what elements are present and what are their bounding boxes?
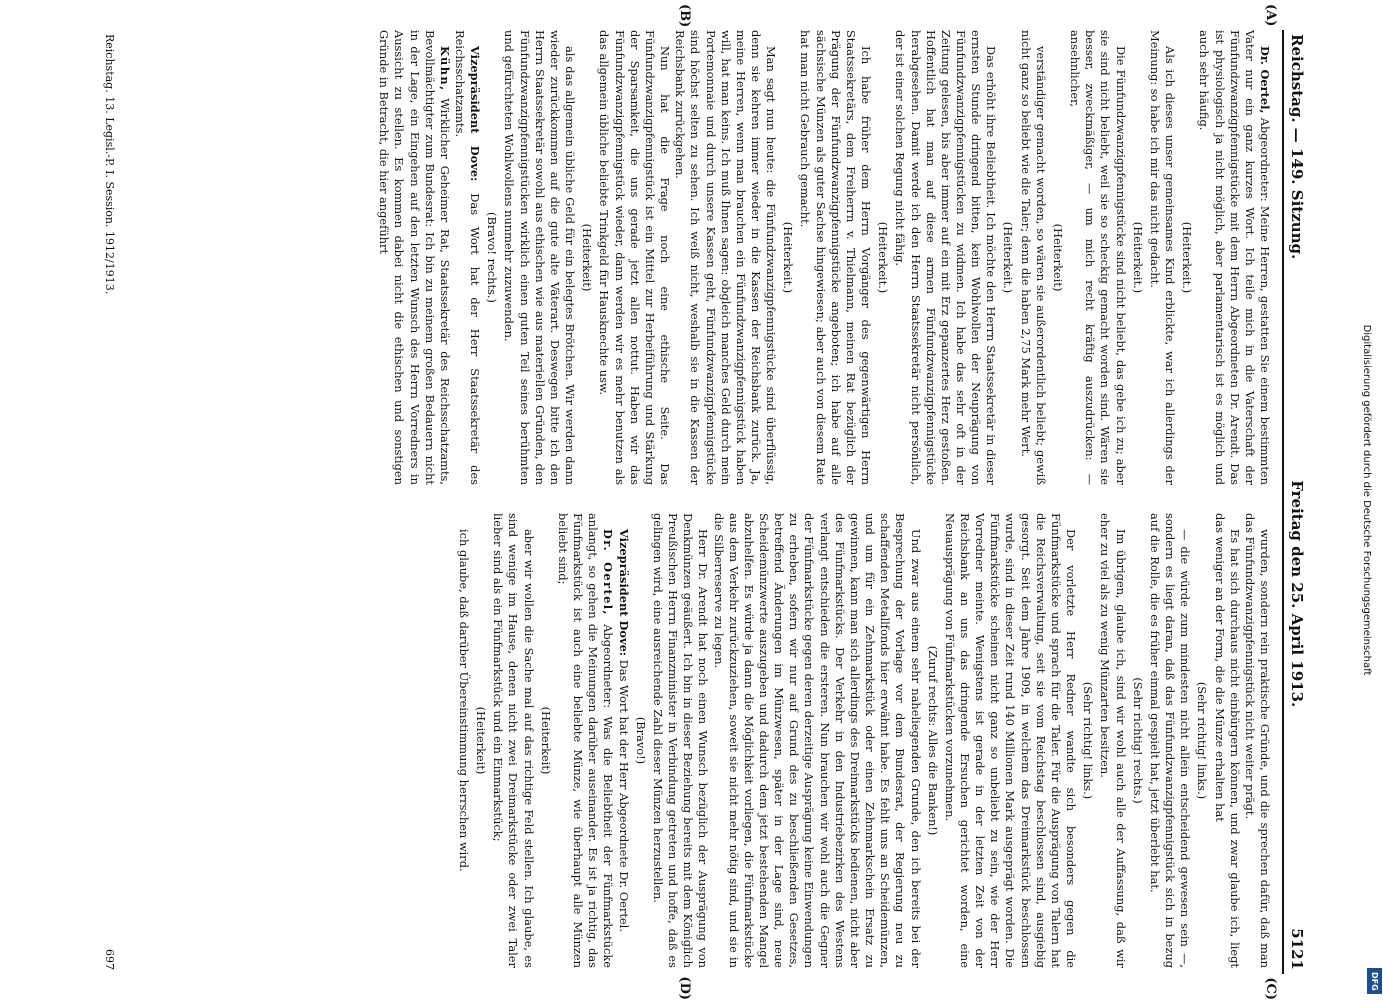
speaker-name: Dr. Oertel,	[601, 529, 616, 616]
marker-a: (A)	[1263, 4, 1278, 27]
paragraph: Man sagt nun heute: die Fünfundzwanzigpfennigstücke sind überflüssig, denn sie kehren immer wieder in die Kassen der Reichsbank zurück. Ja, meine Herren, wenn man brauchen ein Fünfundzwanzigpfennigstück haben will, hat man keins. Ich muß Ihnen sagen: obgleich manches Geld durch mein Portemonnaie und durch unsere Kassen geht, Fünfundzwanzigpfennigstücke sind höchst selten zu sehen. Ich weiß nicht, weshalb sie in die Kassen der Reichsbank zurückgehen.	[673, 30, 779, 485]
interjection: (Heiterkeit)	[1050, 223, 1065, 292]
dfg-logo: DFG	[1367, 968, 1382, 994]
digitization-credit: Digitalisierung gefördert durch die Deutsche Forschungsgemeinschaft	[1361, 324, 1372, 676]
interjection: (Heiterkeit.)	[781, 221, 796, 294]
page-header	[1282, 30, 1306, 974]
paragraph: Herr Dr. Arendt hat noch einen Wunsch bezüglich der Ausprägung von Denkmünzen geäußert. Ich bin in dieser Beziehung bereits mit dem Königlich Preußischen Herrn Finanzminister in Verbindung getreten und hoffe, daß es gelingen wird, eine ausreichende Zahl dieser Münzen herzustellen.	[650, 513, 711, 968]
paragraph: ich glaube, daß darüber Übereinstimmung herrschen wird.	[457, 529, 472, 872]
paragraph: Der vorletzte Herr Redner wandte sich besonders gegen die Fünfmarkstücke und sprach für die Taler. Für die Ausprägung von Talern hat die Reichsverwaltung, seit sie vom Reichstag beschlossen sind, ausgiebig gesorgt. Seit dem Jahre 1909, in welchem das Dreimarkstück beschlossen wurde, sind in dieser Zeit rund 140 Millionen Mark ausgeprägt worden. Die Fünfmarkstücke scheinen nicht ganz so unbeliebt zu sein, wie der Herr Vorredner meinte. Wenigstens ist gerade in der letzten Zeit von der Reichsbank an uns das dringende Ersuchen gerichtet worden, eine Neuausprägung von Fünfmarkstücken vorzunehmen.	[942, 513, 1079, 968]
interjection: (Heiterkeit.)	[1180, 221, 1195, 294]
paragraph: Im übrigen, glaube ich, sind wir wohl auch alle der Auffassung, daß wir eher zu viel als zu wenig Münzarten besitzen.	[1098, 513, 1128, 968]
header-left: Reichstag. — 149. Sitzung.	[1288, 34, 1306, 260]
interjection: (Sehr richtig! links.)	[1195, 681, 1210, 800]
interjection: (Sehr richtig! links.)	[1081, 681, 1096, 800]
speaker-name: Dr. Oertel,	[1258, 46, 1272, 114]
speech-text: Abgeordneter: Meine Herren, gestatten Sie einem bestimmten Vater nur ein ganz kurzes Wort. Ich teile mich in die Vaterschaft der Fünfundzwanzigpfennigstücke mit dem Herrn Abgeordneten Dr. Arendt. Das ist physiologisch ja nicht möglich, aber parlamentarisch ist es möglich und auch sehr häufig.	[1197, 30, 1272, 485]
interjection: (Heiterkeit.)	[876, 221, 891, 294]
right-column	[122, 513, 1272, 968]
speech-text: Das Wort hat der Herr Staatssekretär des Reichsschatzamts.	[453, 30, 483, 485]
interjection: (Heiterkeit.)	[1130, 221, 1145, 294]
interjection: (Heiterkeit)	[538, 706, 553, 775]
paragraph	[615, 513, 630, 968]
paragraph: Und zwar aus einem sehr naheliegenden Grunde, den ich bereits bei der Besprechung der Vorlage vor dem Bundesrat, der Regierung neu zu schaffenden Metallfonds hier erwähnt habe. Es fehlt uns an Scheidemünzen, und um für ein Zehnmarkstück oder einen Zehnmarkschein Ersatz zu gewinnen, kann man sich allerdings des Dreimarkstücks bedienen, nicht aber des Fünfmarkstücks. Der Verkehr in den Industriebezirken des Westens verlangt entschieden die ersteren. Nun brauchen wir wohl auch die Gegner der Fünfmarkstücke gegen deren derzeitige Ausprägung keine Einwendungen zu erheben, sofern wir nur auf Grund des zu beschließenden Gesetzes, betreffend Änderungen im Münzwesen, später in der Lage sind, neue Scheidemünzwerte auszugeben und dadurch dem jetzt bestehenden Mangel abzuhelfen. Es würde ja dann die Möglichkeit vorliegen, die Fünfmarkstücke aus dem Verkehr zurückzuziehen, soweit sie nicht mehr nötig sind, und sie in die Silberreserve zu legen.	[711, 513, 923, 968]
footer-source: Reichstag. 13. Legisl.-P. I. Session. 1912/1913.	[103, 34, 116, 295]
marker-d: (D)	[677, 976, 692, 1000]
left-column	[122, 30, 1272, 485]
page-footer	[103, 30, 122, 974]
paragraph: Die Fünfundzwanzigpfennigstücke sind nicht beliebt, das gebe ich zu; aber sie sind nicht beliebt, weil sie so scheckig gemacht worden sind. Wären sie besser, zweckmäßiger, — um mich recht kräftig auszudrücken: — ansehnlicher,	[1068, 30, 1128, 485]
marker-c: (C)	[1263, 977, 1278, 1000]
paragraph: Es hat sich durchaus nicht einbürgern können, und zwar glaube ich, liegt das weniger an der Form, die die Münze erhalten hat	[1212, 513, 1242, 968]
paragraph: Das erhöht ihre Beliebtheit. Ich möchte den Herrn Staatssekretär in dieser ernsten Stunde dringend bitten, kein Wohlwollen der Neuprägung von Fünfundzwanzigpfennigstücken zu widmen. Ich habe das sehr oft in der Zeitung gelesen, bis aber immer auf ein mit Erz gepanzertes Herz gestoßen. Hoffentlich hat man auf diese armen Fünfundzwanzigpfennigstücke herabgesehen. Damit werde ich den Herrn Staatssekretär nicht persönlich, der ist einer solchen Regung nicht fähig.	[893, 30, 999, 485]
interjection: (Heiterkeit)	[474, 706, 489, 775]
scanned-page	[14, 0, 1314, 1000]
speaker-name: Vizepräsident Dove:	[468, 46, 483, 182]
speech-text: Das Wort hat der Herr Abgeordnete Dr. Oertel.	[616, 659, 631, 932]
footer-page-number: 697	[103, 949, 116, 970]
header-date: Freitag den 25. April 1913.	[1288, 480, 1306, 708]
interjection: (Sehr richtig! rechts.)	[1130, 677, 1145, 804]
paragraph: — die würde zum mindesten nicht allein entscheidend gewesen sein —, sondern es liegt daran, daß das Fünfundzwanzigpfennigstück sich in bezug auf die Rolle, die es früher einmal gespielt hat, jetzt überlebt hat.	[1147, 513, 1193, 968]
paragraph: als das allgemein übliche Geld für ein belegtes Brötchen. Wir werden dann wieder zurückkommen auf die gute alte Väterart. Deswegen bitte ich den Herrn Staatssekretär sowohl aus ethischen wie aus materiellen Gründen, den Fünfundzwanzigpfennigstücken wirklich einen guten Teil seines berühmten und gefürchteten Wohlwollens nunmehr zuzuwenden.	[502, 30, 578, 485]
marker-b: (B)	[677, 4, 692, 28]
paragraph	[452, 30, 482, 485]
text-columns	[122, 4, 1278, 1000]
paragraph: Als ich dieses unser gemeinsames Kind erblickte, war ich allerdings der Meinung: so habe ich mir das nicht gedacht.	[1147, 30, 1178, 485]
speech-text: Abgeordneter: Was die Beliebtheit der Fünfmarkstücke anlangt, so gehen die Meinungen darüber auseinander. Es ist ja richtig, das Fünfmarkstück ist auch eine beliebte Münze, wie überhaupt alle Münzen beliebt sind;	[555, 513, 616, 968]
header-page-number: 5121	[1288, 928, 1306, 970]
paragraph: Nun hat die Frage noch eine ethische Seite. Das Fünfundzwanzigpfennigstück ist ein Mittel zur Herbeiführung und Stärkung der Sparsamkeit, die uns gerade jetzt allen nottut. Haben wir das Fünfundzwanzigpfennigstück wieder, dann werden wir es mehr benutzen als das allgemein übliche beliebte Trinkgeld für Hausknechte usw.	[597, 30, 673, 485]
paragraph: aber wir wollen die Sache mal auf das richtige Feld stellen. Ich glaube, es sind wenige im Hause, denen nicht zwei Dreimarkstücke oder zwei Taler lieber sind als ein Fünfmarkstück und ein Einmarkstück;	[491, 513, 536, 968]
paragraph: Ich habe früher dem Herrn Vorgänger des gegenwärtigen Herrn Staatssekretärs, dem Freiherrn v. Thielmann, meinen Rat bezüglich der Prägung der Fünfundzwanzigpfennigstücke angeboten; ich habe auf alle sächsische Münzen als guter Sachse hingewiesen; aber auch von diesem Rate hat man nicht Gebrauch gemacht.	[798, 30, 874, 485]
paragraph	[1196, 30, 1272, 485]
interjection: (Heiterkeit)	[580, 223, 595, 292]
interjection: (Heiterkeit.)	[1001, 221, 1016, 294]
speaker-name: Vizepräsident Dove:	[616, 529, 631, 657]
paragraph: verständiger gemacht worden, so wären sie außerordentlich beliebt; gewiß nicht ganz so beliebt wie die Taler; denn die haben 2,75 Mark mehr Wert.	[1018, 30, 1048, 485]
speech-text: Wirklicher Geheimer Rat, Staatssekretär des Reichsschatzamts, Bevollmächtigter zum Bundesrat: Ich bin zu meinem großen Bedauern nicht in der Lage, ein Eingehen auf den letzten Wunsch des Herrn Vorredners in Aussicht zu stellen. Es kommen dabei nicht die ethischen und sonstigen Gründe in Betracht, die hier angeführt	[377, 30, 452, 485]
paragraph: wurden, sondern rein praktische Gründe, und die sprechen dafür, daß man das Fünfundzwanzigpfennigstück nicht weiter prägt.	[1242, 513, 1272, 968]
paragraph	[555, 513, 616, 968]
interjection: (Zuruf rechts: Alles die Banken!)	[925, 645, 940, 836]
interjection: (Bravo! rechts.)	[485, 212, 500, 303]
speaker-name: Kühn,	[437, 46, 452, 92]
paragraph	[376, 30, 452, 485]
interjection: (Bravo!)	[633, 716, 648, 765]
